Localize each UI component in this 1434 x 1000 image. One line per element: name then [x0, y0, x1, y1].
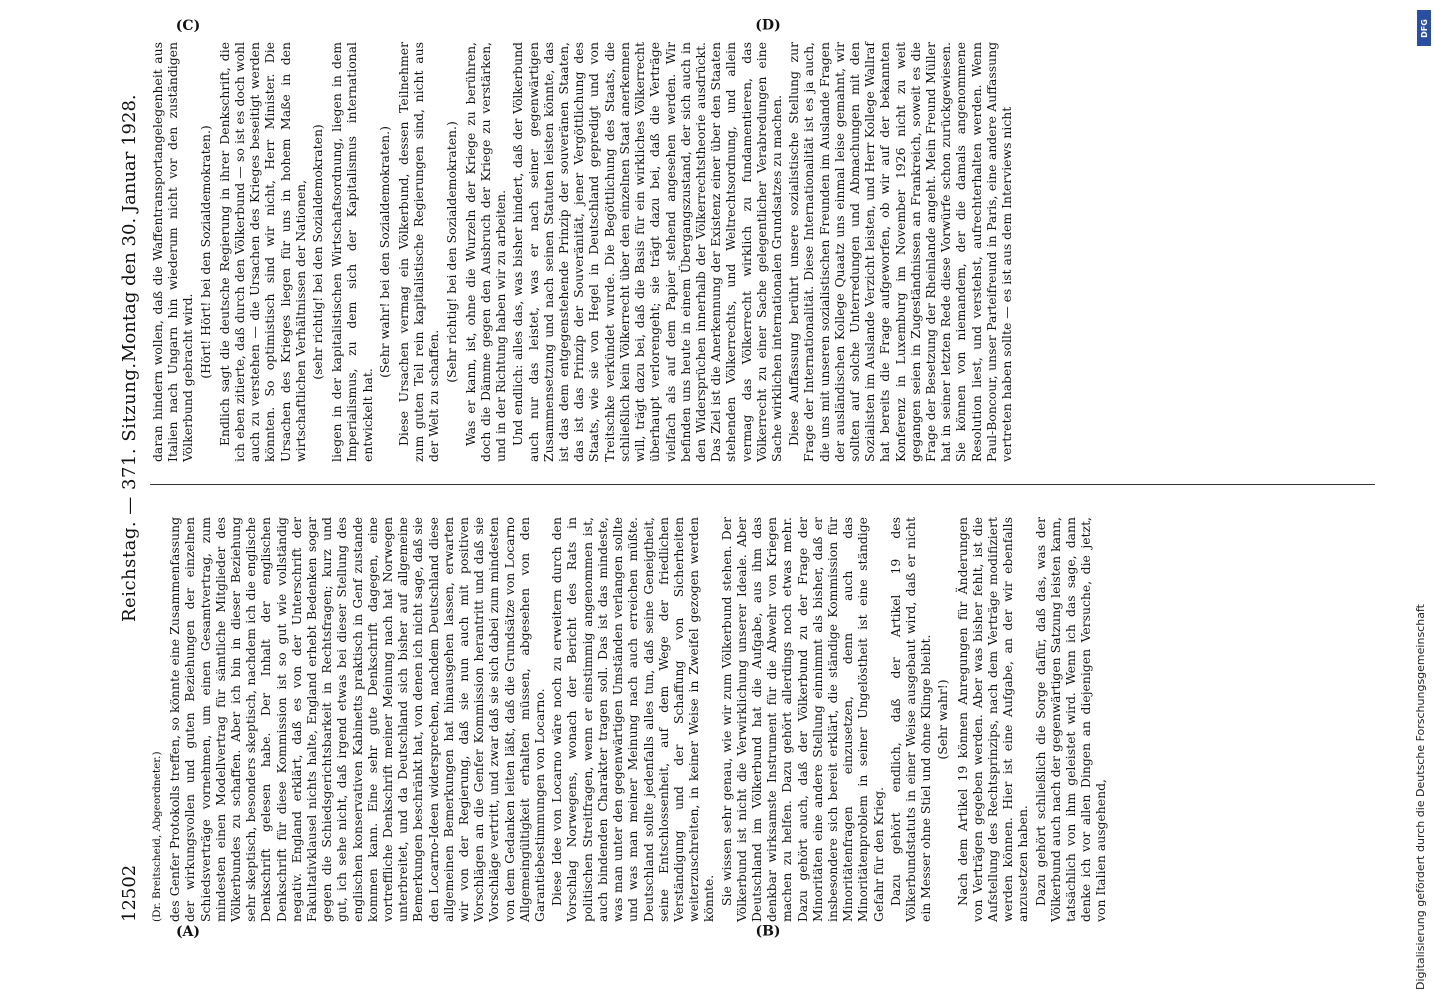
margin-marker-b: (B) [755, 923, 781, 940]
scanned-page [80, 17, 1410, 940]
interjection: (Hört! Hört! bei den Sozialdemokraten.) [197, 125, 213, 379]
margin-marker-d: (D) [755, 17, 781, 34]
paragraph: des Genfer Protokolls treffen, so könnte eine Zusammenfassung der wirkungsvollen und guten Beziehungen der einzelnen Schiedsverträge vornehmen, um einen Gesamtvertrag, zum mindesten einen Modellvertrag für sämtliche Mitglieder des Völkerbundes zu schaffen. Aber ich bin in dieser Beziehung sehr skeptisch, besonders skeptisch, nachdem ich die englische Denkschrift gelesen habe. Der Inhalt der englischen Denkschrift für diese Kommission ist so gut wie vollständig negativ. England erklärt, daß es von der Unterschrift der Fakultativklausel nichts halte, England erhebt Bedenken sogar gegen die Schiedsgerichtsbarkeit in Rechtsfragen; kurz und gut, ich sehe nicht, daß irgend etwas bei dieser Stellung des englischen konservativen Kabinetts praktisch in Genf zustande kommen kann. Eine sehr gute Denkschrift dagegen, eine vortreffliche Denkschrift meiner Meinung nach hat Norwegen unterbreitet, und da Deutschland sich bisher auf allgemeine Bemerkungen beschränkt hat, von denen ich nicht sage, daß sie den Locarno-Ideen widersprechen, nachdem Deutschland diese allgemeinen Bemerkungen hat hinausgehen lassen, erwarten wir von der Regierung, daß sie nun auch mit positiven Vorschlägen an die Genfer Kommission herantritt und daß sie Vorschläge vertritt, und zwar daß sie sich dabei zum mindesten von dem Gedanken leiten läßt, daß die Grundsätze von Locarno Allgemeingültigkeit erhalten müssen, abgesehen von den Garantiebestimmungen von Locarno. [167, 517, 548, 922]
interjection: (Sehr wahr!) [935, 679, 951, 760]
paragraph: Was er kann, ist, ohne die Wurzeln der Kriege zu berühren, doch die Dämme gegen den Ausbruch der Kriege zu verstärken, und in der Richtung haben wir zu arbeiten. [462, 42, 509, 462]
interjection: (Sehr richtig! bei den Sozialdemokraten.) [443, 121, 459, 383]
paragraph: Und endlich: alles das, was bisher hindert, daß der Völkerbund auch nur das leistet, was er nach seiner gegenwärtigen Zusammensetzung und nach seinen Statuten leisten könnte, das ist das dem entgegenstehende Prinzip der souveränen Staaten, das ist das Prinzip der Souveränität, jener Vergöttlichung des Staats, wie sie von Hegel in Deutschland gepredigt und von Treitschke verkündet wurde. Die Begöttlichung des Staats, die schließlich kein Völkerrecht über den einzelnen Staat anerkennen will, trägt dazu bei, daß die Basis für ein wirkliches Völkerrecht überhaupt verlorengeht; sie trägt dazu bei, daß die Verträge vielfach als auf dem Papier stehend angesehen werden. Wir befinden uns heute in einem Übergangszustand, der sich auch in den Widersprüchen innerhalb der Völkerrechtstheorie ausdrückt. Das Ziel ist die Anerkennung der Existenz einer über den Staaten stehenden Völkerrechts, und Weltrechtsordnung, und allein vermag das Völkerrecht wirklich zu fundamentieren, das Völkerrecht zu einer Sache gelegentlicher Verabredungen eine Sache wirklichen internationalen Grundsatzes zu machen. [510, 42, 784, 462]
page-number: 12502 [119, 864, 140, 922]
paragraph: Sie wissen sehr genau, wie wir zum Völkerbund stehen. Der Völkerbund ist nicht die Verwirklichung unserer Ideale. Aber Deutschland im Völkerbund hat die Aufgabe, aus ihm das denkbar wirksamste Instrument für die Abwehr von Kriegen machen zu helfen. Dazu gehört allerdings noch etwas mehr. Dazu gehört auch, daß der Völkerbund zu der Frage der Minoritäten eine andere Stellung einnimmt als bisher, daß er insbesondere sich bereit erklärt, die ständige Kommission für Minoritätenfragen einzusetzen, denn auch das Minoritätenproblem in seiner Ungelöstheit ist eine ständige Gefahr für den Krieg. [718, 517, 886, 922]
paragraph: Nach dem Artikel 19 können Anregungen für Änderungen von Verträgen gegeben werden. Aber was bisher fehlt, ist die Aufstellung des Rechtsprinzips, nach dem Verträge modifiziert werden können. Hier ist eine Aufgabe, an der wir ebenfalls anzusetzen haben. [954, 517, 1031, 922]
interjection: (Sehr wahr! bei den Sozialdemokraten.) [376, 126, 392, 378]
margin-marker-c: (C) [175, 17, 201, 34]
right-column [150, 42, 1016, 462]
paragraph: Endlich sagt die deutsche Regierung in ihrer Denkschrift, die ich eben zitierte, daß durch den Völkerbund — so ist es doch wohl auch zu verstehen — die Ursachen des Krieges beseitigt werden könnten. So optimistisch sind wir nicht, Herr Minister. Die Ursachen des Krieges liegen für uns in hohem Maße in den wirtschaftlichen Verhältnissen der Nationen, [216, 42, 308, 462]
credit-text: Digitalisierung gefördert durch die Deutsche Forschungsgemeinschaft [1414, 604, 1427, 990]
session-date: Montag den 30. Januar 1928. [119, 94, 140, 362]
paragraph: liegen in der kapitalistischen Wirtschaftsordnung, liegen in dem Imperialismus, zu dem sich der Kapitalismus international entwickelt hat. [329, 42, 375, 462]
speaker-line: (Dr. Breitscheid, Abgeordneter.) [151, 751, 163, 922]
paragraph: Diese Idee von Locarno wäre noch zu erweitern durch den Vorschlag Norwegens, wonach der Bericht des Rats in politischen Streitfragen, wenn er einstimmig angenommen ist, auch bindenden Charakter tragen soll. Das ist das mindeste, was man unter den gegenwärtigen Umständen verlangen sollte und was man meiner Meinung nach auch erreichen müßte. Deutschland sollte jedenfalls alles tun, daß seine Geneigtheit, seine Entschlossenheit, auf dem Wege der friedlichen Verständigung und der Schaffung von Sicherheiten weiterzuschreiten, in keiner Weise in Zweifel gezogen werden könnte. [549, 517, 717, 922]
paragraph: Diese Auffassung berührt unsere sozialistische Stellung zur Frage der Internationalität. Diese Internationalität ist es ja auch, die uns mit unseren sozialistischen Freunden im Auslande Fragen der ausländischen Kollege Quaatz uns einmal leise gemahnt, wir sollten auf solche Unterredungen und Abmachungen mit den Sozialisten im Auslande Verzicht leisten, und Herr Kollege Wallraf hat bereits die Frage aufgeworfen, ob wir auf der bekannten Konferenz in Luxemburg im November 1926 nicht zu weit gegangen seien in Zugeständnissen an Frankreich, soweit es die Frage der Besetzung der Rheinlande angeht. Mein Freund Müller hat in seiner letzten Rede diese Vorwürfe schon zurückgewiesen. Sie können von niemandem, der die damals angenommene Resolution liest, und verstehst, aufrechterhalten werden. Wenn Paul-Boncour, unser Parteifreund in Paris, eine andere Auffassung vertreten haben sollte — es ist aus dem Interviews nicht [786, 42, 1014, 462]
paragraph: Dazu gehört endlich, daß der Artikel 19 des Völkerbundstatuts in einer Weise ausgebaut wird, daß er nicht ein Messer ohne Stiel und ohne Klinge bleibt. [887, 517, 934, 922]
page-header [110, 42, 144, 922]
margin-marker-a: (A) [175, 923, 201, 940]
left-column [150, 517, 1111, 922]
paragraph: Dazu gehört schließlich die Sorge dafür, daß das, was der Völkerbund auch nach der gegenwärtigen Satzung leisten kann, tatsächlich von ihm geleistet wird. Wenn ich das sage, dann denke ich vor allen Dingen an diejenigen Versuche, die jetzt, von Italien ausgehend, [1032, 517, 1109, 922]
column-divider [150, 484, 1375, 485]
rotated-page-content [110, 17, 1380, 940]
session-title: Reichstag. — 371. Sitzung. [119, 362, 140, 622]
paragraph: daran hindern wollen, daß die Waffentransportangelegenheit aus Italien nach Ungarn hin wiederum nicht vor den zuständigen Völkerbund gebracht wird. [150, 42, 196, 462]
digitization-credit [1414, 10, 1432, 990]
interjection: (sehr richtig! bei den Sozialdemokraten) [310, 124, 326, 380]
paragraph: Diese Ursachen vermag ein Völkerbund, dessen Teilnehmer zum guten Teil rein kapitalistische Regierungen sind, nicht aus der Welt zu schaffen. [396, 42, 442, 462]
logo-text: DFG [1419, 18, 1429, 38]
